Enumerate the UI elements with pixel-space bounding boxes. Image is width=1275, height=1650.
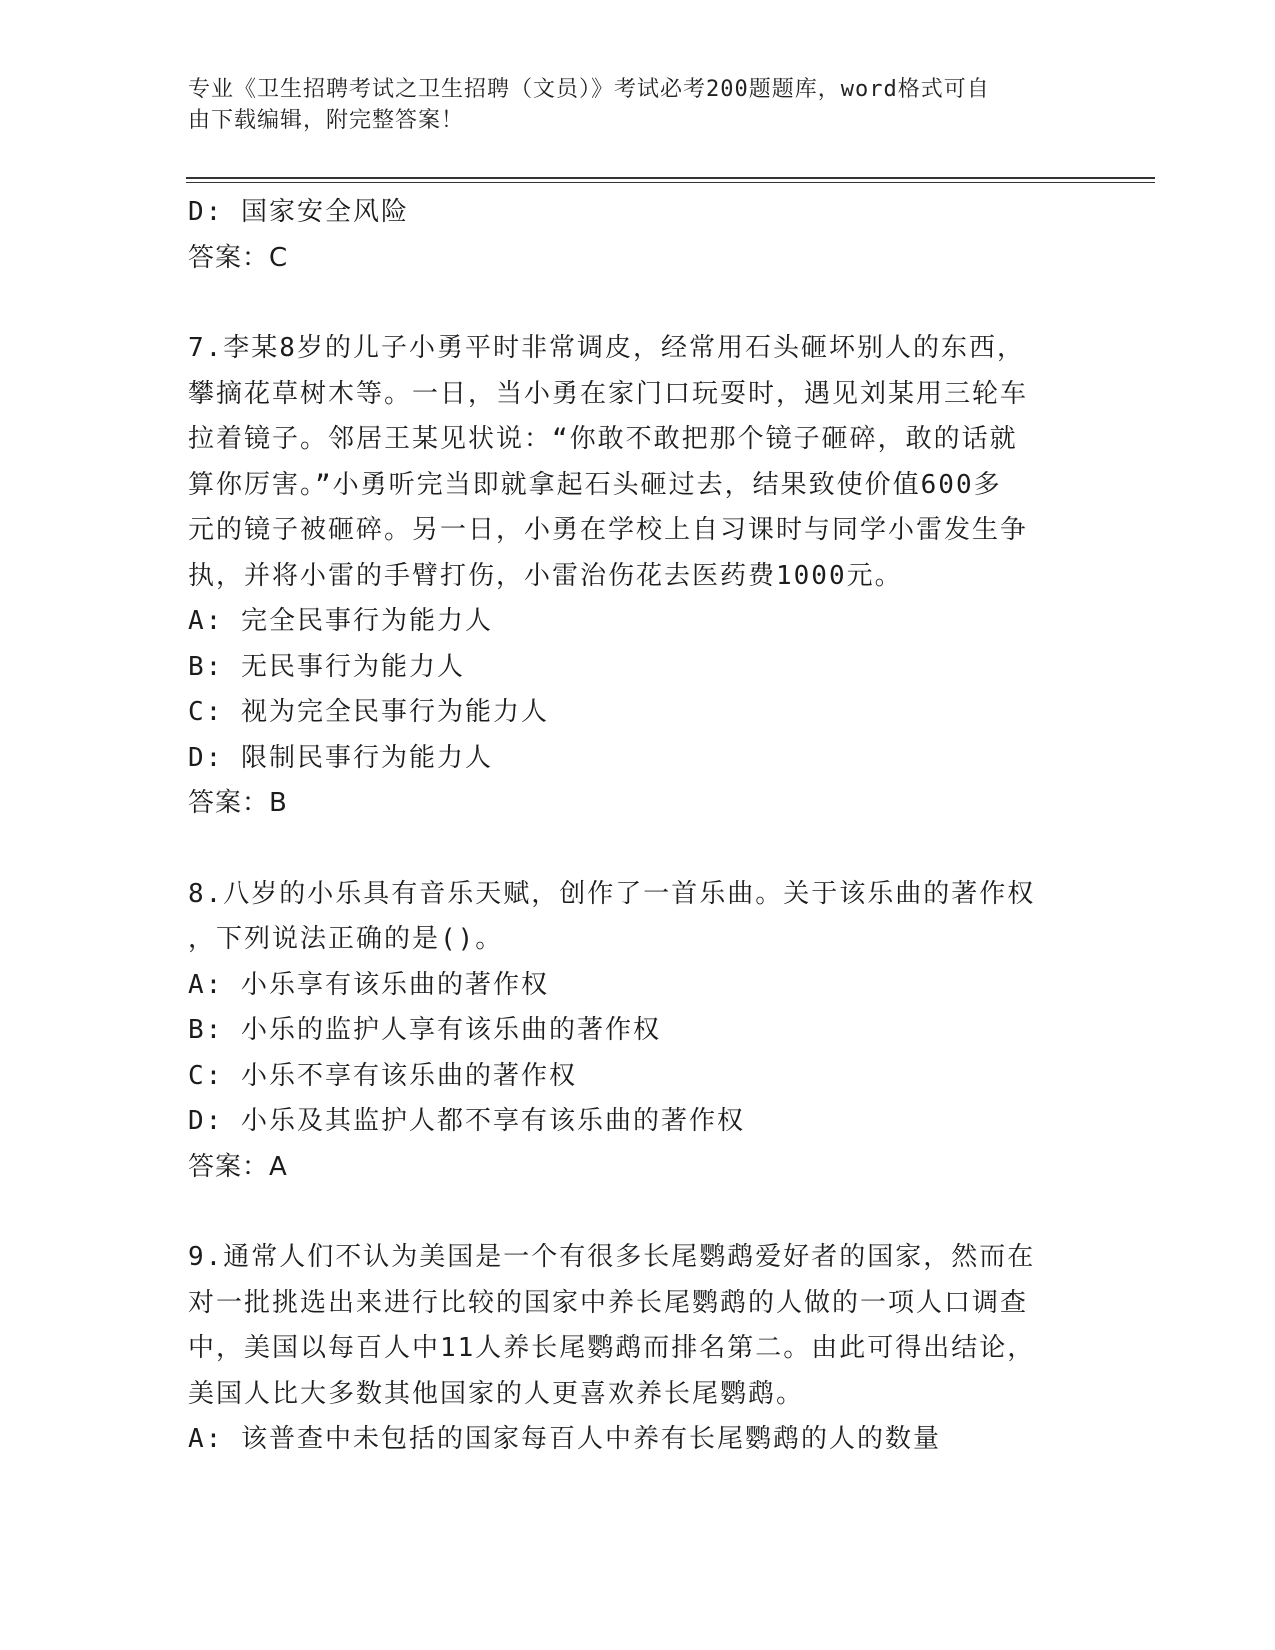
carryover-answer: 答案：C: [188, 242, 289, 273]
question-8: [188, 872, 1068, 1191]
header-divider: [186, 177, 1155, 183]
question-7-stem-line: 7.李某8岁的儿子小勇平时非常调皮，经常用石头砸坏别人的东西，: [188, 333, 1025, 363]
header-title-line-1: 专业《卫生招聘考试之卫生招聘（文员）》考试必考200题题库，word格式可自: [188, 77, 990, 102]
question-8-answer: 答案：A: [188, 1151, 288, 1182]
question-7-option-c: C: 视为完全民事行为能力人: [188, 697, 549, 727]
question-8-stem-line: ，下列说法正确的是()。: [188, 924, 504, 954]
question-9-stem-line: 中，美国以每百人中11人养长尾鹦鹉而排名第二。由此可得出结论，: [188, 1333, 1036, 1363]
question-8-option-a: A: 小乐享有该乐曲的著作权: [188, 969, 549, 1000]
question-7-stem-line: 攀摘花草树木等。一日，当小勇在家门口玩耍时，遇见刘某用三轮车: [188, 378, 1029, 409]
question-7-stem-line: 拉着镜子。邻居王某见状说：“你敢不敢把那个镜子砸碎，敢的话就: [188, 424, 1018, 454]
question-7-option-d: D: 限制民事行为能力人: [188, 742, 493, 773]
question-8-stem-line: 8.八岁的小乐具有音乐天赋，创作了一首乐曲。关于该乐曲的著作权: [188, 878, 1036, 909]
question-8-option-c: C: 小乐不享有该乐曲的著作权: [188, 1060, 577, 1091]
question-9-option-a: A: 该普查中未包括的国家每百人中养有长尾鹦鹉的人的数量: [188, 1424, 941, 1454]
question-9-stem-line: 对一批挑选出来进行比较的国家中养长尾鹦鹉的人做的一项人口调查: [188, 1287, 1029, 1318]
question-9-stem-line: 美国人比大多数其他国家的人更喜欢养长尾鹦鹉。: [188, 1378, 805, 1409]
question-7: [188, 326, 1068, 827]
question-8-option-d: D: 小乐及其监护人都不享有该乐曲的著作权: [188, 1106, 745, 1136]
document-header: [188, 74, 1088, 136]
question-7-option-b: B: 无民事行为能力人: [188, 651, 465, 682]
question-7-stem-line: 算你厉害。”小勇听完当即就拿起石头砸过去，结果致使价值600多: [188, 469, 1002, 500]
spacer: [188, 281, 1068, 326]
header-title-line-2: 由下载编辑，附完整答案！: [188, 108, 465, 133]
question-7-option-a: A: 完全民事行为能力人: [188, 606, 493, 636]
question-7-stem-line: 元的镜子被砸碎。另一日，小勇在学校上自习课时与同学小雷发生争: [188, 515, 1029, 545]
question-9: [188, 1235, 1068, 1463]
question-content: [188, 190, 1068, 1463]
question-9-stem-line: 9.通常人们不认为美国是一个有很多长尾鹦鹉爱好者的国家，然而在: [188, 1242, 1036, 1272]
question-7-stem-line: 执，并将小雷的手臂打伤，小雷治伤花去医药费1000元。: [188, 560, 903, 591]
spacer: [188, 1190, 1068, 1235]
carryover-option-d: D: 国家安全风险: [188, 197, 409, 227]
question-8-option-b: B: 小乐的监护人享有该乐曲的著作权: [188, 1015, 661, 1045]
question-7-answer: 答案：B: [188, 788, 288, 818]
spacer: [188, 827, 1068, 872]
